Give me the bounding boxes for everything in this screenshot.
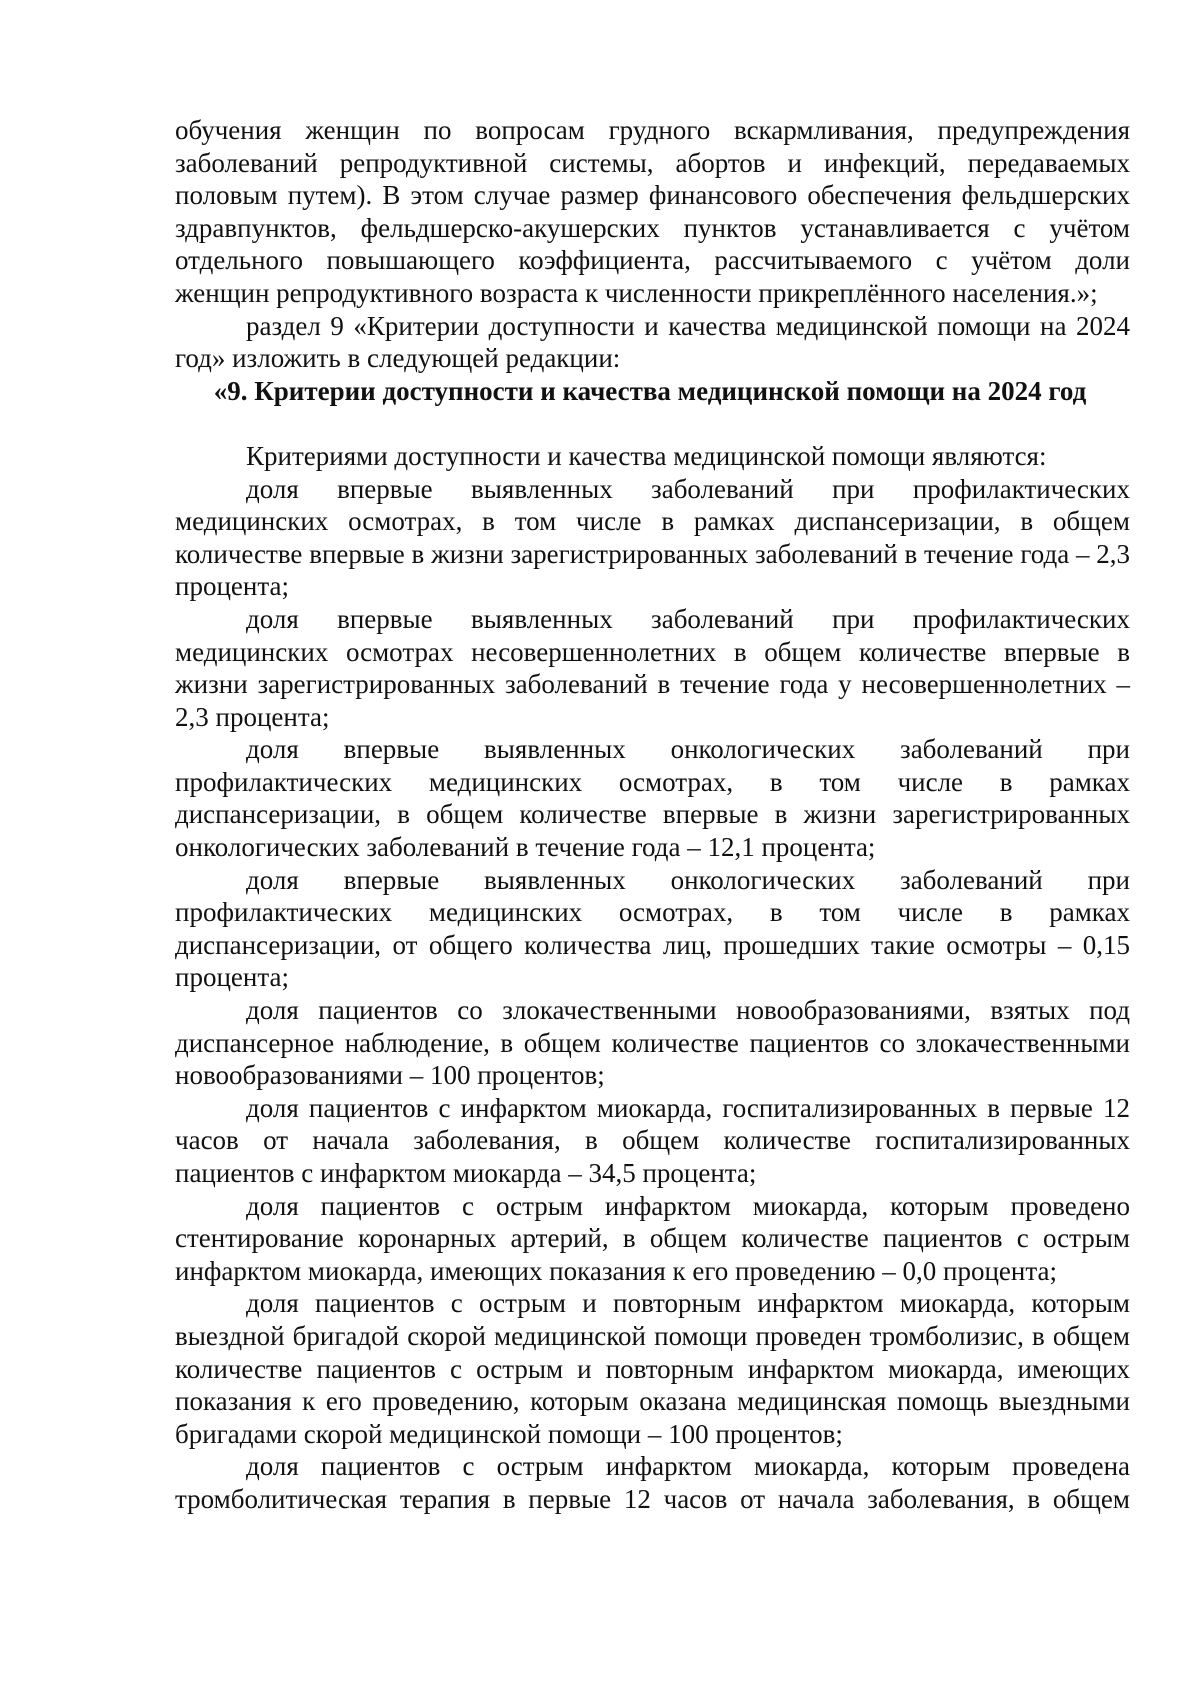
criterion-item: доля впервые выявленных заболеваний при профилактических медицинских осмотрах, в том числе в рамках диспансеризации, в общем количестве впервые в жизни зарегистрированных заболеваний в течение года – 2,3 процента; [175, 473, 1130, 602]
paragraph-continuation: обучения женщин по вопросам грудного вскармливания, предупреждения заболеваний репродуктивной системы, абортов и инфекций, передаваемых половым путем). В этом случае размер финансового обеспечения фельдшерских здравпунктов, фельдшерско-акушерских пунктов устанавливается с учётом отдельного повышающего коэффициента, рассчитываемого с учётом доли женщин репродуктивного возраста к численности прикреплённого населения.»; [175, 115, 1130, 308]
section-heading: «9. Критерии доступности и качества медицинской помощи на 2024 год [213, 375, 1087, 406]
criterion-item: доля пациентов с острым инфарктом миокарда, которым проведена тромболитическая терапия в первые 12 часов от начала заболевания, в общем [175, 1451, 1130, 1514]
paragraph-section-amendment: раздел 9 «Критерии доступности и качества медицинской помощи на 2024 год» изложить в следующей редакции: [175, 310, 1130, 374]
criterion-item: доля впервые выявленных онкологических заболеваний при профилактических медицинских осмотрах, в том числе в рамках диспансеризации, от общего количества лиц, прошедших такие осмотры – 0,15 процента; [175, 864, 1130, 993]
criterion-item: доля пациентов со злокачественными новообразованиями, взятых под диспансерное наблюдение, в общем количестве пациентов со злокачественными новообразованиями – 100 процентов; [175, 995, 1130, 1091]
blank-line [175, 407, 1130, 440]
criteria-intro: Критериями доступности и качества медицинской помощи являются: [246, 440, 1047, 471]
criterion-item: доля пациентов с острым и повторным инфарктом миокарда, которым выездной бригадой скорой медицинской помощи проведен тромболизис, в общем количестве пациентов с острым и повторным инфарктом миокарда, имеющих показания к его проведению, которым оказана медицинская помощь выездными бригадами скорой медицинской помощи – 100 процентов; [175, 1288, 1130, 1449]
criterion-item: доля впервые выявленных заболеваний при профилактических медицинских осмотрах несовершеннолетних в общем количестве впервые в жизни зарегистрированных заболеваний в течение года у несовершеннолетних – 2,3 процента; [175, 603, 1130, 732]
criterion-item: доля пациентов с инфарктом миокарда, госпитализированных в первые 12 часов от начала заболевания, в общем количестве госпитализированных пациентов с инфарктом миокарда – 34,5 процента; [175, 1092, 1130, 1188]
criterion-item: доля впервые выявленных онкологических заболеваний при профилактических медицинских осмотрах, в том числе в рамках диспансеризации, в общем количестве впервые в жизни зарегистрированных онкологических заболеваний в течение года – 12,1 процента; [175, 734, 1130, 863]
criterion-item: доля пациентов с острым инфарктом миокарда, которым проведено стентирование коронарных артерий, в общем количестве пациентов с острым инфарктом миокарда, имеющих показания к его проведению – 0,0 процента; [175, 1190, 1130, 1286]
document-page [175, 114, 1130, 1516]
